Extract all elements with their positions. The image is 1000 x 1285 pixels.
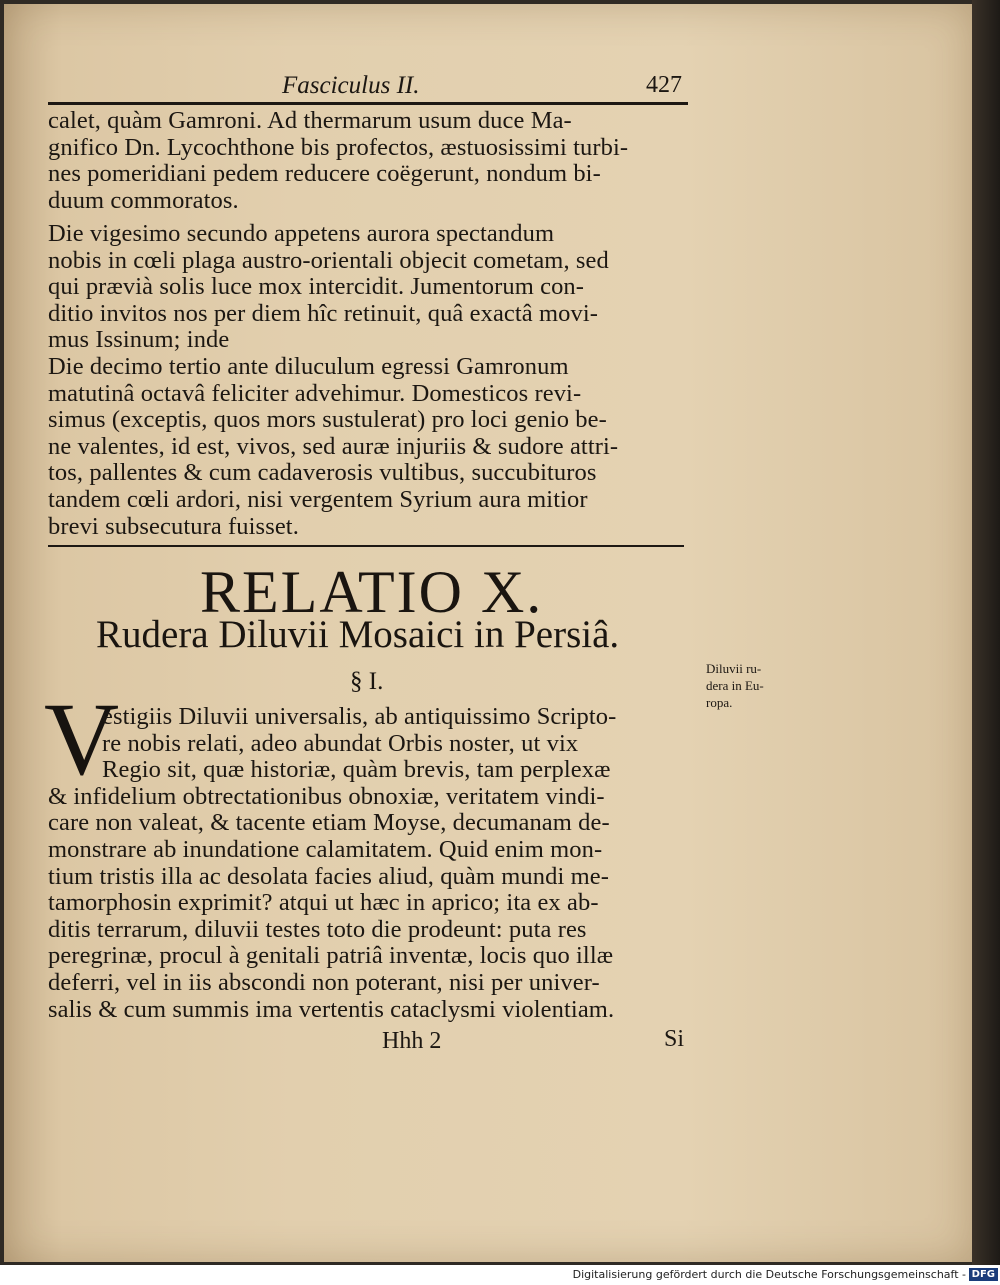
text-line: qui prævià solis luce mox intercidit. Jumentorum con- bbox=[48, 273, 585, 301]
margin-note-line: ropa. bbox=[706, 695, 733, 710]
text-line: gnifico Dn. Lycochthone bis profectos, æstuosissimi turbi- bbox=[48, 133, 629, 161]
section-mark: § I. bbox=[350, 668, 384, 695]
relatio-title: RELATIO X. bbox=[200, 559, 544, 625]
text-line: tium tristis illa ac desolata facies aliud, quàm mundi me- bbox=[48, 862, 609, 890]
text-line: estigiis Diluvii universalis, ab antiquissimo Scripto- bbox=[102, 703, 617, 730]
text-line: Die decimo tertio ante diluculum egressi Gamronum bbox=[48, 353, 569, 380]
text-line: simus (exceptis, quos mors sustulerat) pro loci genio be- bbox=[48, 406, 607, 434]
page-number: 427 bbox=[646, 72, 682, 98]
text-line: salis & cum summis ima vertentis cataclysmi violentiam. bbox=[48, 995, 615, 1023]
text-line: deferri, vel in iis abscondi non poterant, nisi per univer- bbox=[48, 969, 600, 996]
text-line: nes pomeridiani pedem reducere coëgerunt, nondum bi- bbox=[48, 160, 601, 188]
catchword: Si bbox=[664, 1026, 685, 1052]
margin-note bbox=[706, 660, 764, 711]
text-line: peregrinæ, procul à genitali patriâ inventæ, locis quo illæ bbox=[48, 942, 614, 970]
running-title: Fasciculus II. bbox=[282, 72, 420, 99]
text-line: duum commoratos. bbox=[48, 186, 239, 214]
drop-cap: V bbox=[44, 682, 120, 797]
text-line: nobis in cœli plaga austro-orientali objecit cometam, sed bbox=[48, 246, 609, 274]
relatio-subtitle: Rudera Diluvii Mosaici in Persiâ. bbox=[96, 613, 620, 656]
text-line: ditis terrarum, diluvii testes toto die prodeunt: puta res bbox=[48, 915, 587, 943]
text-line: calet, quàm Gamroni. Ad thermarum usum duce Ma- bbox=[48, 107, 572, 134]
margin-note-line: Diluvii ru- bbox=[706, 661, 762, 676]
text-line: ne valentes, id est, vivos, sed auræ injuriis & sudore attri- bbox=[48, 432, 619, 460]
text-line: Die vigesimo secundo appetens aurora spectandum bbox=[48, 220, 555, 247]
text-line: tamorphosin exprimit? atqui ut hæc in aprico; ita ex ab- bbox=[48, 889, 599, 917]
text-line: mus Issinum; inde bbox=[48, 326, 230, 354]
signature-mark: Hhh 2 bbox=[382, 1028, 442, 1054]
text-line: re nobis relati, adeo abundat Orbis noster, ut vix bbox=[102, 729, 579, 757]
text-line: ditio invitos nos per diem hîc retinuit, quâ exactâ movi- bbox=[48, 299, 599, 327]
text-line: tos, pallentes & cum cadaverosis vultibus, succubituros bbox=[48, 459, 597, 487]
text-line: & infidelium obtrectationibus obnoxiæ, veritatem vindi- bbox=[48, 782, 605, 810]
digitization-credit: Digitalisierung gefördert durch die Deutsche Forschungsgemeinschaft - bbox=[572, 1268, 966, 1281]
dfg-logo: DFG bbox=[969, 1268, 998, 1281]
header-rule bbox=[48, 102, 688, 105]
footer-bar bbox=[0, 1265, 1000, 1285]
book-edge bbox=[972, 0, 1000, 1265]
text-line: tandem cœli ardori, nisi vergentem Syrium aura mitior bbox=[48, 486, 588, 513]
text-line: Regio sit, quæ historiæ, quàm brevis, tam perplexæ bbox=[102, 756, 611, 784]
text-line: brevi subsecutura fuisset. bbox=[48, 512, 299, 540]
margin-note-line: dera in Eu- bbox=[706, 678, 764, 693]
text-line: matutinâ octavâ feliciter advehimur. Domesticos revi- bbox=[48, 379, 582, 407]
text-line: monstrare ab inundatione calamitatem. Quid enim mon- bbox=[48, 836, 603, 863]
text-line: care non valeat, & tacente etiam Moyse, decumanam de- bbox=[48, 809, 610, 837]
section-rule bbox=[48, 545, 684, 547]
